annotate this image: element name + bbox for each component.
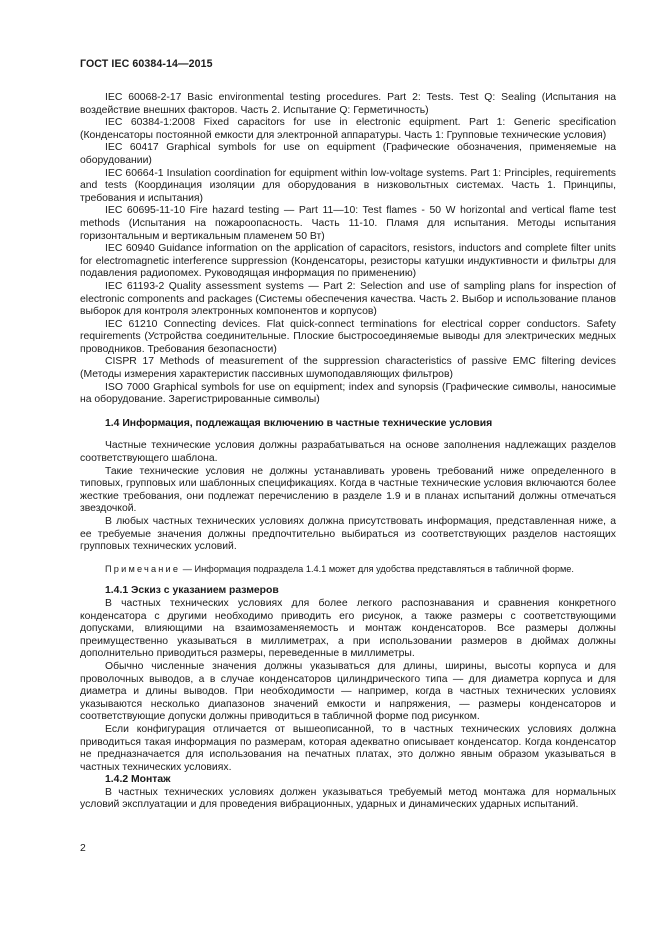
- reference-item: CISPR 17 Methods of measurement of the suppression characteristics of passive EMC filtering devices (Методы измерения характеристик пассивных шумоподавляющих фильтров): [80, 356, 616, 381]
- section-heading-1-4-1: 1.4.1 Эскиз с указанием размеров: [105, 585, 279, 597]
- paragraph: Если конфигурация отличается от вышеописанной, то в частных технических условиях должна приводиться такая информация по размерам, которая адекватно описывает конденсатор. Когда конденсатор не предназначается для использования на печатных платах, это должно явным образом указываться в частных технических условиях.: [80, 723, 616, 773]
- reference-item: IEC 61210 Connecting devices. Flat quick-connect terminations for electrical copper conductors. Safety requirements (Устройства соединительные. Плоские быстросоединяемые выводы для электрических медных проводников. Требования безопасности): [80, 318, 616, 355]
- normative-references-list: [80, 92, 616, 407]
- note: [80, 563, 616, 576]
- reference-item: IEC 60940 Guidance information on the application of capacitors, resistors, inductors and complete filter units for electromagnetic interference suppression (Конденсаторы, резисторы катушки индуктивности и фильтры для подавления радиопомех. Руководящая информация по применению): [80, 243, 616, 280]
- reference-item: IEC 61193-2 Quality assessment systems — Part 2: Selection and use of sampling plans for inspection of electronic components and packages (Системы обеспечения качества. Часть 2. Выбор и использование планов выборок для контроля электронных компонентов и корпусов): [80, 280, 616, 318]
- reference-item: IEC 60695-11-10 Fire hazard testing — Part 11—10: Test flames - 50 W horizontal and vertical flame test methods (Испытания на пожароопасность. Часть 11-10. Пламя для испытания. Методы испытания горизонтальным и вертикальным пламенем 50 Вт): [80, 205, 616, 242]
- paragraph: Обычно численные значения должны указываться для длины, ширины, высоты корпуса и для проволочных выводов, а в случае конденсаторов цилиндрического типа — для диаметра корпуса и для диаметра и длины выводов. При необходимости — например, когда в частных технических условиях указываются несколько диапазонов значений емкости и напряжения, — размеры конденсаторов и соответствующие допуски должны приводиться в табличной форме под рисунком.: [80, 660, 616, 723]
- page-content: [80, 92, 616, 812]
- note-text: — Информация подраздела 1.4.1 может для удобства представляться в табличной форме.: [180, 563, 574, 574]
- reference-item: IEC 60664-1 Insulation coordination for equipment within low-voltage systems. Part 1: Principles, requirements and tests (Координация изоляции для оборудования в низковольтных системах. Часть 1. Принципы, требования и испытания): [80, 167, 616, 204]
- paragraph: Такие технические условия не должны устанавливать уровень требований ниже определенного в типовых, групповых или шаблонных спецификациях. Когда в частные технические условия включаются более жесткие требования, они подлежат перечислению в разделе 1.9 и в планах испытаний должны отмечаться звездочкой.: [80, 465, 616, 515]
- reference-item: IEC 60417 Graphical symbols for use on equipment (Графические обозначения, применяемые на оборудовании): [80, 142, 616, 166]
- reference-item: IEC 60068-2-17 Basic environmental testing procedures. Part 2: Tests. Test Q: Sealing (Испытания на воздействие внешних факторов. Часть 2. Испытание Q: Герметичность): [80, 92, 616, 116]
- page-number: 2: [80, 843, 86, 854]
- paragraph: Частные технические условия должны разрабатываться на основе заполнения надлежащих разделов соответствующего шаблона.: [80, 440, 616, 465]
- section-heading-1-4-2: 1.4.2 Монтаж: [105, 774, 171, 786]
- note-label: Примечание: [105, 563, 181, 574]
- paragraph: В любых частных технических условиях должна присутствовать информация, представленная ниже, а ее требуемые значения должны предпочтительно выбираться из соответствующих разделов настоящих групповых технических условий.: [80, 516, 616, 553]
- reference-item: IEC 60384-1:2008 Fixed capacitors for use in electronic equipment. Part 1: Generic specification (Конденсаторы постоянной емкости для электронной аппаратуры. Часть 1: Групповые технические условия): [80, 117, 616, 141]
- paragraph: В частных технических условиях для более легкого распознавания и сравнения конкретного конденсатора с другими необходимо приводить его рисунок, а также размеры с соответствующими допусками, влияющими на взаимозаменяемость и монтаж конденсаторов. Все размеры должны преимущественно указываться в миллиметрах, а при использовании размеров в дюймах должны дополнительно приводиться размеры, переведенные в миллиметры.: [80, 597, 616, 660]
- document-code-header: ГОСТ IEC 60384-14—2015: [80, 58, 213, 70]
- section-heading-1-4: 1.4 Информация, подлежащая включению в частные технические условия: [105, 417, 493, 429]
- paragraph: В частных технических условиях должен указываться требуемый метод монтажа для нормальных условий эксплуатации и для проведения вибрационных, ударных и динамических ударных испытаний.: [80, 786, 616, 811]
- reference-item: ISO 7000 Graphical symbols for use on equipment; index and synopsis (Графические символы, наносимые на оборудование. Зарегистрированные символы): [80, 381, 616, 406]
